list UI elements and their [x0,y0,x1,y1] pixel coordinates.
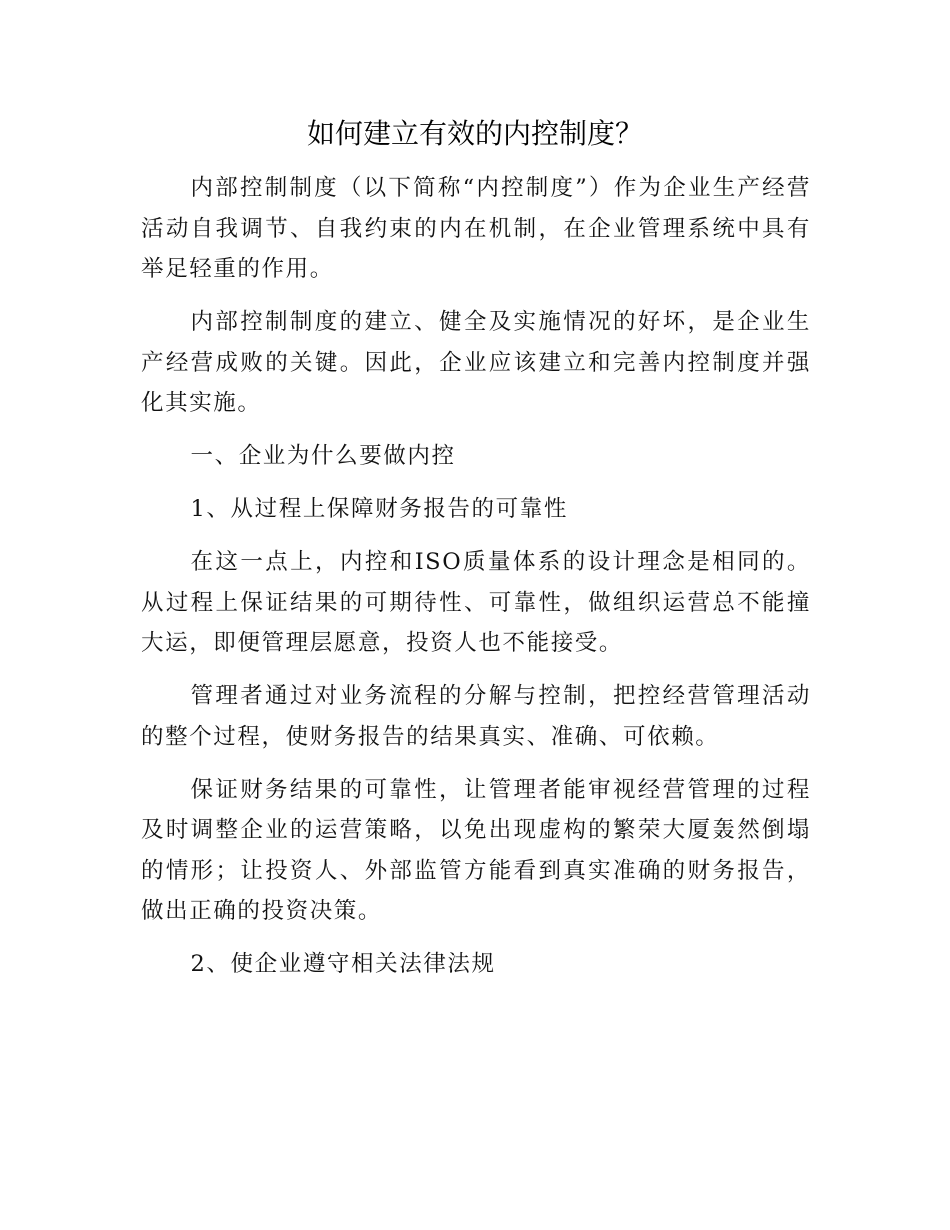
subsection-heading-1: 1、从过程上保障财务报告的可靠性 [190,496,568,522]
document-title: 如何建立有效的内控制度？ [306,117,643,150]
paragraph-importance: 内部控制制度的建立、健全及实施情况的好坏，是企业生产经营成败的关键。因此，企业应该建立和完善内控制度并强化其实施。 [141,309,811,416]
paragraph-reliability: 保证财务结果的可靠性，让管理者能审视经营管理的过程及时调整企业的运营策略，以免出现虚构的繁荣大厦轰然倒塌的情形；让投资人、外部监管方能看到真实准确的财务报告，做出正确的投资决策。 [141,776,811,924]
subsection-heading-2: 2、使企业遵守相关法律法规 [190,951,496,977]
paragraph-intro: 内部控制制度（以下简称“内控制度”）作为企业生产经营活动自我调节、自我约束的内在机制，在企业管理系统中具有举足轻重的作用。 [141,175,811,282]
section-heading-why-internal-control: 一、企业为什么要做内控 [190,443,456,469]
paragraph-iso-comparison: 在这一点上，内控和ISO质量体系的设计理念是相同的。从过程上保证结果的可期待性、可靠性，做组织运营总不能撞大运，即便管理层愿意，投资人也不能接受。 [141,549,811,656]
paragraph-process-control: 管理者通过对业务流程的分解与控制，把控经营管理活动的整个过程，使财务报告的结果真实、准确、可依赖。 [141,683,811,750]
document-body [141,168,811,997]
